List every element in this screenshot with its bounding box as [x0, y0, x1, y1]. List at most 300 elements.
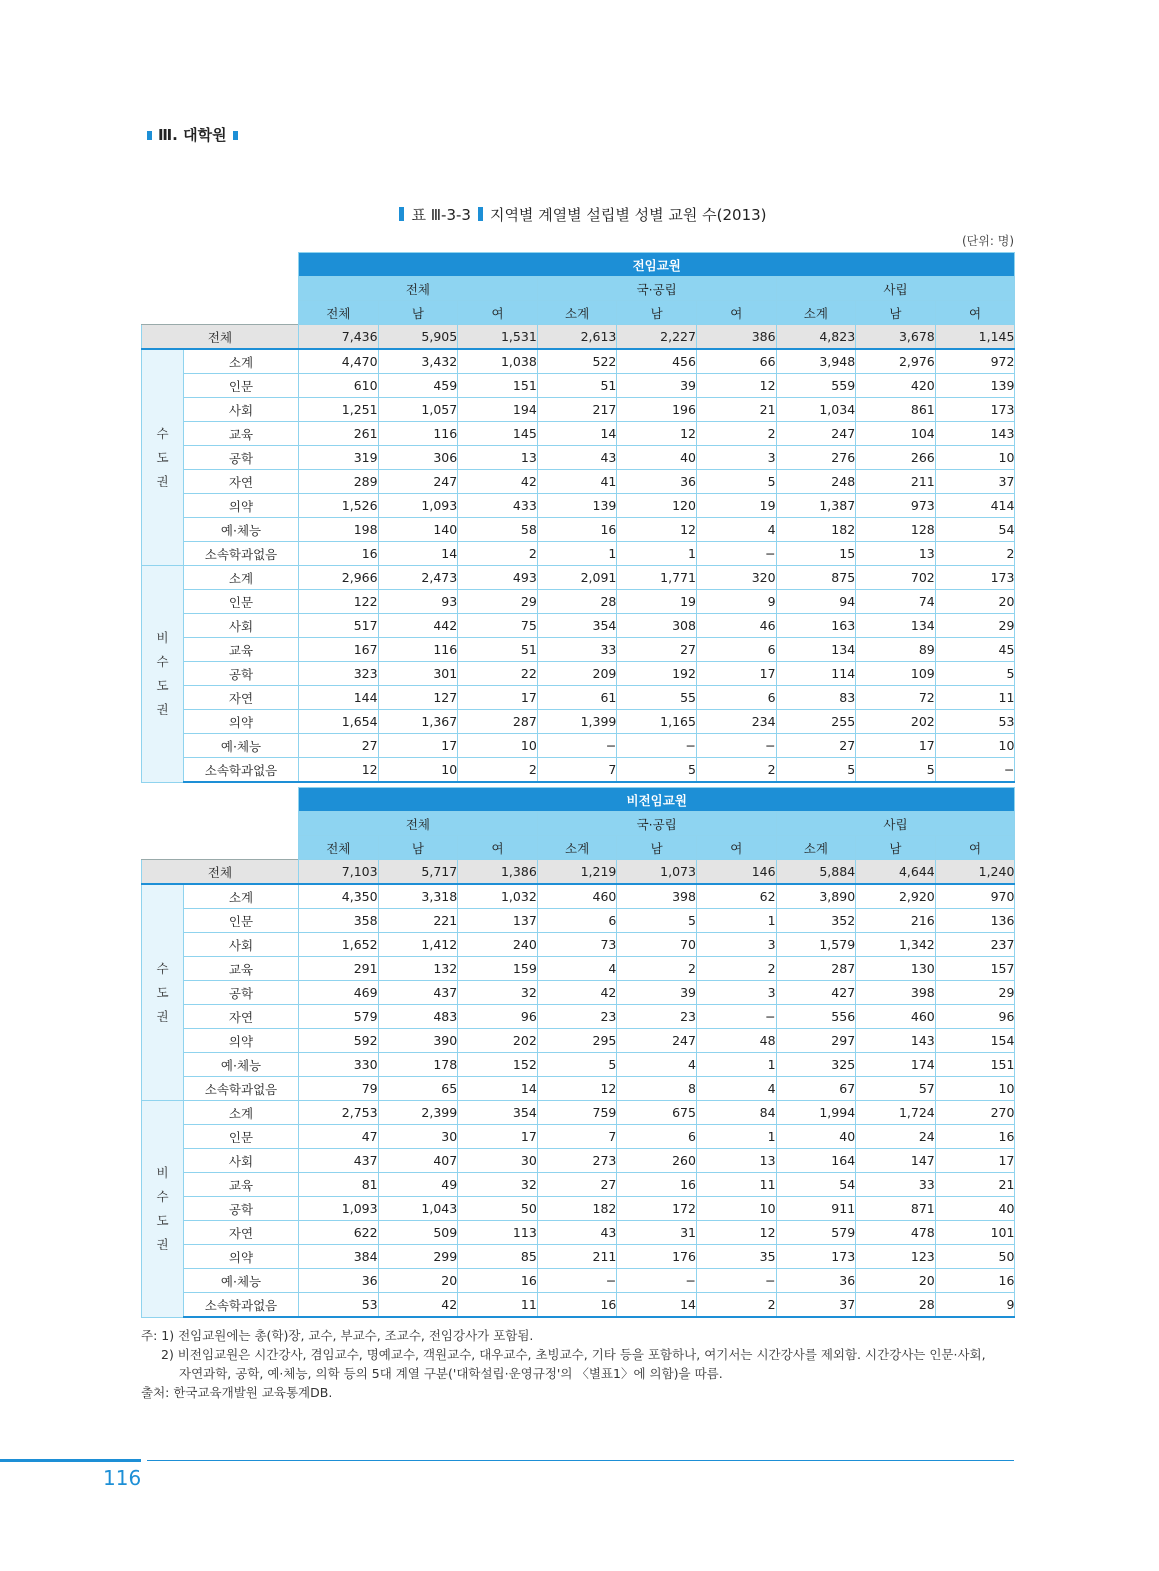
- data-cell: 3: [696, 446, 776, 470]
- data-cell: 17: [935, 1149, 1015, 1173]
- table-row: [142, 1221, 1015, 1245]
- data-cell: 1,093: [378, 494, 458, 518]
- data-cell: 17: [458, 686, 538, 710]
- data-cell: 53: [935, 710, 1015, 734]
- data-cell: 20: [935, 590, 1015, 614]
- data-cell: 211: [537, 1245, 617, 1269]
- data-cell: 31: [617, 1221, 697, 1245]
- unit-label: (단위: 명): [962, 234, 1014, 248]
- data-cell: 2: [696, 957, 776, 981]
- data-cell: 2: [935, 542, 1015, 566]
- data-cell: 67: [776, 1077, 856, 1101]
- data-cell: 7: [537, 758, 617, 783]
- data-cell: 325: [776, 1053, 856, 1077]
- total-cell: 5,905: [378, 325, 458, 350]
- row-label: 자연: [184, 470, 299, 494]
- total-cell: 386: [696, 325, 776, 350]
- region-char: 권: [156, 473, 169, 489]
- data-cell: 17: [378, 734, 458, 758]
- region-label: [142, 884, 184, 1101]
- data-cell: 58: [458, 518, 538, 542]
- data-cell: 1,367: [378, 710, 458, 734]
- data-cell: 10: [935, 446, 1015, 470]
- table-row: [142, 686, 1015, 710]
- data-cell: 7: [537, 1125, 617, 1149]
- total-cell: 5,717: [378, 860, 458, 885]
- table-row: [142, 1005, 1015, 1029]
- table-row: [142, 1173, 1015, 1197]
- data-cell: 16: [537, 1293, 617, 1318]
- data-cell: 16: [935, 1125, 1015, 1149]
- data-cell: 217: [537, 398, 617, 422]
- data-cell: 132: [378, 957, 458, 981]
- data-cell: 1,412: [378, 933, 458, 957]
- data-cell: 358: [299, 909, 379, 933]
- table-row: [142, 1053, 1015, 1077]
- data-cell: 478: [856, 1221, 936, 1245]
- data-cell: 1,771: [617, 566, 697, 590]
- data-cell: 40: [776, 1125, 856, 1149]
- region-char: 권: [156, 1236, 169, 1252]
- region-char: 수: [156, 960, 169, 976]
- data-cell: 114: [776, 662, 856, 686]
- row-label: 사회: [184, 614, 299, 638]
- table-row: [142, 398, 1015, 422]
- caption-bar-icon: [478, 207, 483, 221]
- data-cell: 297: [776, 1029, 856, 1053]
- data-cell: 33: [856, 1173, 936, 1197]
- data-cell: 13: [696, 1149, 776, 1173]
- data-cell: 759: [537, 1101, 617, 1125]
- data-cell: 2: [696, 1293, 776, 1318]
- row-label: 의약: [184, 710, 299, 734]
- row-label: 예·체능: [184, 1269, 299, 1293]
- data-cell: 4: [537, 957, 617, 981]
- row-label: 의약: [184, 494, 299, 518]
- data-cell: −: [617, 1269, 697, 1293]
- total-label: 전체: [142, 860, 299, 885]
- column-header: 남: [617, 301, 697, 325]
- note-2-cont: 자연과학, 공학, 예·체능, 의학 등의 5대 계열 구분('대학설립·운영규정'의 〈별표1〉에 의함)을 따름.: [179, 1366, 723, 1381]
- data-cell: 493: [458, 566, 538, 590]
- column-group-header: 전체: [299, 277, 538, 301]
- data-cell: 17: [696, 662, 776, 686]
- data-cell: 3,432: [378, 349, 458, 374]
- table-row: [142, 349, 1015, 374]
- data-cell: 460: [856, 1005, 936, 1029]
- data-cell: 36: [617, 470, 697, 494]
- data-cell: 17: [856, 734, 936, 758]
- total-cell: 4,823: [776, 325, 856, 350]
- data-cell: 291: [299, 957, 379, 981]
- data-cell: 1,652: [299, 933, 379, 957]
- square-bullet-icon: [233, 131, 238, 140]
- data-cell: 306: [378, 446, 458, 470]
- data-cell: 20: [856, 1269, 936, 1293]
- data-cell: 4: [617, 1053, 697, 1077]
- data-cell: 10: [935, 1077, 1015, 1101]
- data-cell: 4,350: [299, 884, 379, 909]
- data-cell: 2,753: [299, 1101, 379, 1125]
- data-cell: 247: [776, 422, 856, 446]
- data-cell: 116: [378, 638, 458, 662]
- row-label: 인문: [184, 590, 299, 614]
- data-cell: 192: [617, 662, 697, 686]
- data-cell: 2: [458, 542, 538, 566]
- data-cell: 157: [935, 957, 1015, 981]
- region-char: 도: [156, 1212, 169, 1228]
- data-cell: 1,057: [378, 398, 458, 422]
- row-label: 소계: [184, 884, 299, 909]
- row-label: 교육: [184, 422, 299, 446]
- data-cell: 442: [378, 614, 458, 638]
- data-cell: 72: [856, 686, 936, 710]
- data-cell: 174: [856, 1053, 936, 1077]
- total-cell: 2,613: [537, 325, 617, 350]
- data-cell: 151: [935, 1053, 1015, 1077]
- data-cell: 30: [458, 1149, 538, 1173]
- data-cell: 49: [378, 1173, 458, 1197]
- data-cell: 3,890: [776, 884, 856, 909]
- total-cell: 1,073: [617, 860, 697, 885]
- data-cell: 16: [935, 1269, 1015, 1293]
- data-cell: 460: [537, 884, 617, 909]
- data-cell: 130: [856, 957, 936, 981]
- column-header: 남: [856, 301, 936, 325]
- data-cell: 5: [856, 758, 936, 783]
- data-cell: 29: [935, 614, 1015, 638]
- data-cell: 3,948: [776, 349, 856, 374]
- column-group-header: 사립: [776, 277, 1015, 301]
- data-cell: −: [696, 1269, 776, 1293]
- region-label: [142, 566, 184, 783]
- table-row: [142, 470, 1015, 494]
- total-cell: 1,145: [935, 325, 1015, 350]
- table-row: [142, 1149, 1015, 1173]
- data-cell: 390: [378, 1029, 458, 1053]
- row-label: 소속학과없음: [184, 1293, 299, 1318]
- column-header: 소계: [537, 301, 617, 325]
- data-cell: 196: [617, 398, 697, 422]
- row-label: 예·체능: [184, 518, 299, 542]
- data-cell: 36: [299, 1269, 379, 1293]
- row-label: 의약: [184, 1029, 299, 1053]
- data-cell: 159: [458, 957, 538, 981]
- column-group-header: 국·공립: [537, 812, 776, 836]
- data-cell: 1: [696, 909, 776, 933]
- chapter-header: [141, 124, 244, 145]
- data-cell: 14: [458, 1077, 538, 1101]
- data-cell: 420: [856, 374, 936, 398]
- data-cell: 1,724: [856, 1101, 936, 1125]
- data-cell: 276: [776, 446, 856, 470]
- data-cell: 320: [696, 566, 776, 590]
- data-cell: 84: [696, 1101, 776, 1125]
- data-cell: 248: [776, 470, 856, 494]
- data-cell: 12: [617, 518, 697, 542]
- data-cell: 10: [458, 734, 538, 758]
- data-cell: 85: [458, 1245, 538, 1269]
- row-label: 소계: [184, 1101, 299, 1125]
- region-label: [142, 349, 184, 566]
- data-cell: 2,966: [299, 566, 379, 590]
- source: 출처: 한국교육개발원 교육통계DB.: [141, 1385, 333, 1400]
- data-cell: 911: [776, 1197, 856, 1221]
- section-title: 비전임교원: [299, 788, 1015, 812]
- data-cell: 972: [935, 349, 1015, 374]
- data-cell: −: [696, 1005, 776, 1029]
- data-cell: 154: [935, 1029, 1015, 1053]
- column-header: 소계: [776, 836, 856, 860]
- data-cell: 12: [299, 758, 379, 783]
- data-cell: 81: [299, 1173, 379, 1197]
- data-cell: 109: [856, 662, 936, 686]
- page-number: 116: [103, 1466, 142, 1490]
- data-cell: 1: [696, 1125, 776, 1149]
- data-cell: −: [617, 734, 697, 758]
- data-cell: 45: [935, 638, 1015, 662]
- data-cell: 15: [776, 542, 856, 566]
- data-cell: 176: [617, 1245, 697, 1269]
- data-cell: 352: [776, 909, 856, 933]
- data-cell: 14: [378, 542, 458, 566]
- column-header: 여: [696, 836, 776, 860]
- row-label: 자연: [184, 686, 299, 710]
- data-cell: 622: [299, 1221, 379, 1245]
- data-cell: 1,399: [537, 710, 617, 734]
- row-label: 공학: [184, 662, 299, 686]
- data-cell: 6: [617, 1125, 697, 1149]
- section-title: 전임교원: [299, 253, 1015, 277]
- data-cell: 414: [935, 494, 1015, 518]
- data-cell: 36: [776, 1269, 856, 1293]
- data-cell: 4: [696, 1077, 776, 1101]
- data-cell: 295: [537, 1029, 617, 1053]
- row-label: 사회: [184, 1149, 299, 1173]
- data-cell: 94: [776, 590, 856, 614]
- data-cell: 54: [935, 518, 1015, 542]
- column-header: 소계: [537, 836, 617, 860]
- footer-accent: [0, 1459, 141, 1462]
- data-cell: 163: [776, 614, 856, 638]
- data-cell: 301: [378, 662, 458, 686]
- data-cell: 211: [856, 470, 936, 494]
- column-header: 여: [458, 836, 538, 860]
- data-cell: 2: [458, 758, 538, 783]
- data-cell: 970: [935, 884, 1015, 909]
- data-cell: 10: [935, 734, 1015, 758]
- data-cell: 2,920: [856, 884, 936, 909]
- data-cell: 1,342: [856, 933, 936, 957]
- footer-rule: [147, 1460, 1014, 1461]
- note-1: 주: 1) 전임교원에는 총(학)장, 교수, 부교수, 조교수, 전임강사가 포함됨.: [141, 1328, 534, 1343]
- table-row: [142, 638, 1015, 662]
- data-cell: 120: [617, 494, 697, 518]
- table-row: [142, 758, 1015, 783]
- data-cell: 4,470: [299, 349, 379, 374]
- row-label: 인문: [184, 374, 299, 398]
- data-cell: 73: [537, 933, 617, 957]
- data-cell: 51: [458, 638, 538, 662]
- data-cell: 12: [537, 1077, 617, 1101]
- data-cell: 261: [299, 422, 379, 446]
- column-header: 여: [458, 301, 538, 325]
- header-row: [142, 253, 1015, 277]
- region-label: [142, 1101, 184, 1318]
- data-cell: 134: [776, 638, 856, 662]
- data-cell: 42: [537, 981, 617, 1005]
- row-label: 소속학과없음: [184, 758, 299, 783]
- data-cell: 198: [299, 518, 379, 542]
- data-cell: 319: [299, 446, 379, 470]
- data-cell: 42: [458, 470, 538, 494]
- table-row: [142, 494, 1015, 518]
- column-group-header: 전체: [299, 812, 538, 836]
- data-cell: 1,251: [299, 398, 379, 422]
- data-cell: 21: [696, 398, 776, 422]
- data-cell: 62: [696, 884, 776, 909]
- table-row: [142, 1269, 1015, 1293]
- data-cell: 354: [537, 614, 617, 638]
- data-cell: 260: [617, 1149, 697, 1173]
- data-cell: 1,043: [378, 1197, 458, 1221]
- total-cell: 2,227: [617, 325, 697, 350]
- data-cell: 2: [696, 758, 776, 783]
- data-cell: 1,165: [617, 710, 697, 734]
- data-cell: 1: [617, 542, 697, 566]
- data-cell: 57: [856, 1077, 936, 1101]
- data-cell: 433: [458, 494, 538, 518]
- data-cell: 3: [696, 933, 776, 957]
- table-number: 표 Ⅲ-3-3: [411, 206, 471, 224]
- data-cell: 127: [378, 686, 458, 710]
- data-cell: 6: [696, 686, 776, 710]
- total-cell: 1,240: [935, 860, 1015, 885]
- data-cell: 116: [378, 422, 458, 446]
- data-cell: 89: [856, 638, 936, 662]
- data-cell: 871: [856, 1197, 936, 1221]
- data-cell: 2,976: [856, 349, 936, 374]
- total-label: 전체: [142, 325, 299, 350]
- table-row: [142, 884, 1015, 909]
- data-cell: 6: [696, 638, 776, 662]
- table-row: [142, 1077, 1015, 1101]
- table-row: [142, 422, 1015, 446]
- data-cell: 145: [458, 422, 538, 446]
- column-header: 남: [378, 301, 458, 325]
- row-label: 공학: [184, 1197, 299, 1221]
- data-cell: 6: [537, 909, 617, 933]
- chapter-title: Ⅲ. 대학원: [158, 126, 227, 144]
- data-cell: 398: [617, 884, 697, 909]
- table-row: [142, 1101, 1015, 1125]
- region-char: 도: [156, 984, 169, 1000]
- data-cell: 3,318: [378, 884, 458, 909]
- data-cell: 11: [458, 1293, 538, 1318]
- data-cell: 1: [537, 542, 617, 566]
- data-cell: 483: [378, 1005, 458, 1029]
- data-cell: 37: [776, 1293, 856, 1318]
- data-cell: 437: [378, 981, 458, 1005]
- data-cell: 173: [776, 1245, 856, 1269]
- total-cell: 1,386: [458, 860, 538, 885]
- data-cell: 1,526: [299, 494, 379, 518]
- data-cell: 16: [299, 542, 379, 566]
- blank-cell: [142, 788, 299, 860]
- data-cell: 407: [378, 1149, 458, 1173]
- data-cell: 16: [617, 1173, 697, 1197]
- data-cell: 509: [378, 1221, 458, 1245]
- data-cell: 143: [856, 1029, 936, 1053]
- notes: [141, 1326, 1021, 1402]
- data-cell: 973: [856, 494, 936, 518]
- data-cell: 13: [856, 542, 936, 566]
- total-row: [142, 325, 1015, 350]
- table-row: [142, 1125, 1015, 1149]
- data-cell: 354: [458, 1101, 538, 1125]
- table-row: [142, 566, 1015, 590]
- data-cell: 182: [537, 1197, 617, 1221]
- data-cell: 266: [856, 446, 936, 470]
- data-cell: 23: [537, 1005, 617, 1029]
- data-cell: 28: [856, 1293, 936, 1318]
- data-cell: 10: [696, 1197, 776, 1221]
- data-cell: 33: [537, 638, 617, 662]
- data-cell: 79: [299, 1077, 379, 1101]
- data-cell: 167: [299, 638, 379, 662]
- data-cell: 702: [856, 566, 936, 590]
- table-row: [142, 1029, 1015, 1053]
- note-2: 2) 비전임교원은 시간강사, 겸임교수, 명예교수, 객원교수, 대우교수, 초빙교수, 기타 등을 포함하나, 여기서는 시간강사를 제외함. 시간강사는 인문·사회,: [161, 1347, 986, 1362]
- data-cell: 2,091: [537, 566, 617, 590]
- table-row: [142, 957, 1015, 981]
- table-row: [142, 518, 1015, 542]
- faculty-table: [141, 787, 1015, 1318]
- data-cell: 5: [617, 909, 697, 933]
- row-label: 사회: [184, 933, 299, 957]
- row-label: 소속학과없음: [184, 1077, 299, 1101]
- data-cell: 61: [537, 686, 617, 710]
- data-cell: 592: [299, 1029, 379, 1053]
- region-char: 도: [156, 677, 169, 693]
- table-row: [142, 1293, 1015, 1318]
- row-label: 공학: [184, 981, 299, 1005]
- data-cell: 147: [856, 1149, 936, 1173]
- region-char: 비: [156, 1164, 169, 1180]
- table-row: [142, 374, 1015, 398]
- table-title: 지역별 계열별 설립별 성별 교원 수(2013): [489, 206, 767, 224]
- data-cell: 173: [935, 566, 1015, 590]
- column-header: 소계: [776, 301, 856, 325]
- data-cell: −: [696, 734, 776, 758]
- data-cell: 101: [935, 1221, 1015, 1245]
- data-cell: 23: [617, 1005, 697, 1029]
- data-cell: 1,994: [776, 1101, 856, 1125]
- total-cell: 7,103: [299, 860, 379, 885]
- data-cell: 17: [458, 1125, 538, 1149]
- data-cell: 27: [537, 1173, 617, 1197]
- data-cell: −: [696, 542, 776, 566]
- data-cell: 1,034: [776, 398, 856, 422]
- data-cell: 42: [378, 1293, 458, 1318]
- data-cell: 579: [776, 1221, 856, 1245]
- data-cell: 39: [617, 374, 697, 398]
- data-cell: 113: [458, 1221, 538, 1245]
- data-cell: 173: [935, 398, 1015, 422]
- data-cell: 9: [696, 590, 776, 614]
- data-cell: 323: [299, 662, 379, 686]
- row-label: 의약: [184, 1245, 299, 1269]
